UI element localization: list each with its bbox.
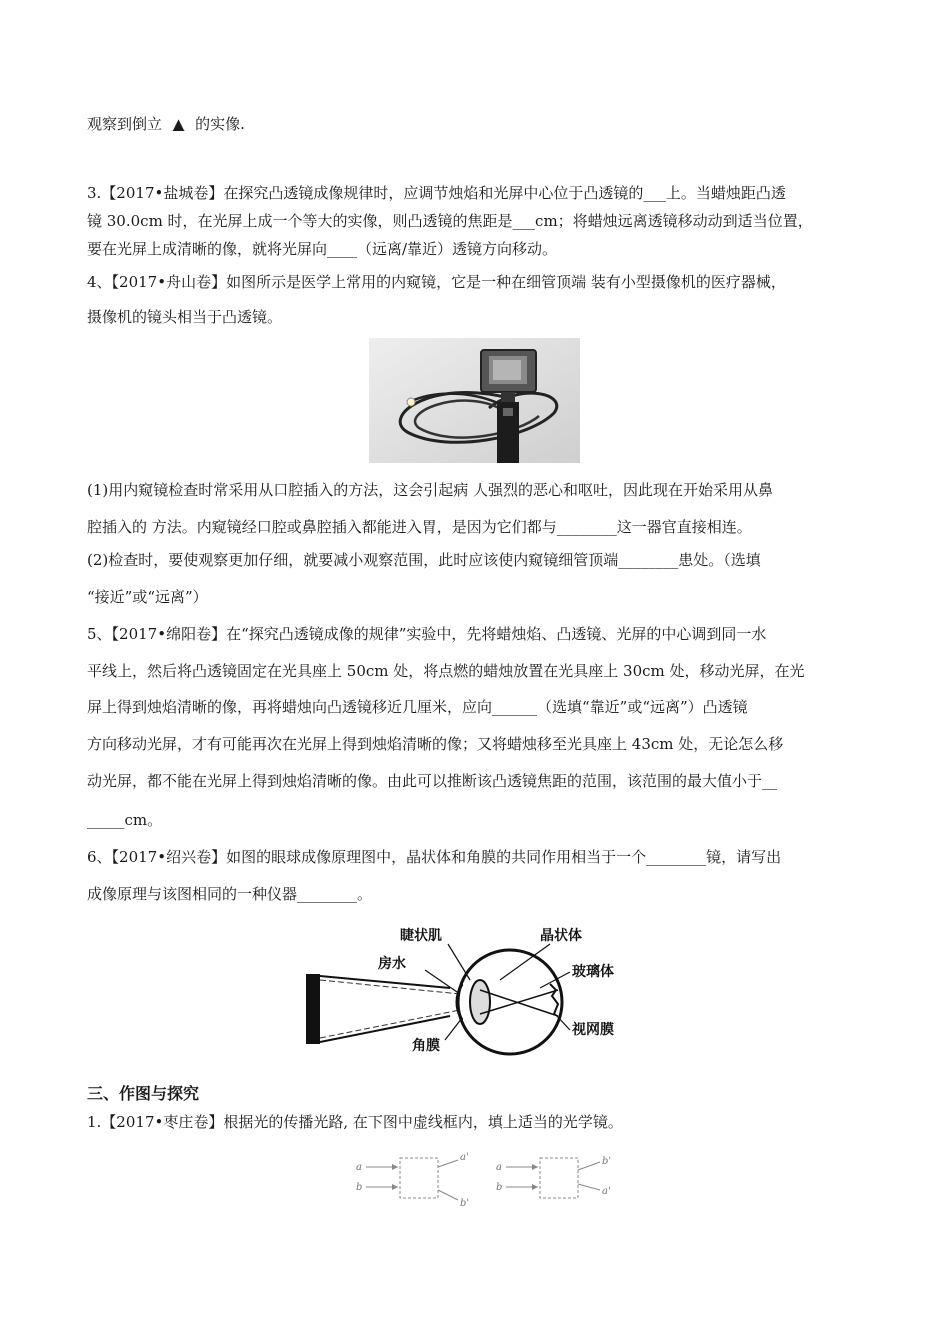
q4-sub1-line-1: (1)用内窥镜检查时常采用从口腔插入的方法，这会引起病 人强烈的恶心和呕吐，因此现在开始采用从鼻 bbox=[87, 481, 774, 499]
eye-diagram bbox=[300, 918, 650, 1058]
q4-line-2: 摄像机的镜头相当于凸透镜。 bbox=[87, 308, 283, 326]
q6-line-2: 成像原理与该图相同的一种仪器________。 bbox=[87, 885, 373, 903]
q7-line-1: 1.【2017•枣庄卷】根据光的传播光路, 在下图中虚线框内，填上适当的光学镜。 bbox=[87, 1113, 623, 1131]
q4-sub1-line-2: 腔插入的 方法。内窥镜经口腔或鼻腔插入都能进入胃，是因为它们都与________这一器官直接相连。 bbox=[87, 518, 752, 536]
q5-line-1: 5、【2017•绵阳卷】在“探究凸透镜成像的规律”实验中，先将蜡烛焰、凸透镜、光屏的中心调到同一水 bbox=[87, 625, 767, 643]
ray-label-a-1: a bbox=[356, 1162, 362, 1173]
q5-line-3: 屏上得到烛焰清晰的像，再将蜡烛向凸透镜移近几厘米，应向______（选填“靠近”或“远离”）凸透镜 bbox=[87, 698, 748, 716]
ray-label-a-out-2: a' bbox=[602, 1186, 611, 1197]
q5-line-4: 方向移动光屏，才有可能再次在光屏上得到烛焰清晰的像；又将蜡烛移至光具座上 43cm 处，无论怎么移 bbox=[87, 735, 784, 753]
q5-line-6: _____cm。 bbox=[87, 811, 163, 829]
q3-line-2: 镜 30.0cm 时，在光屏上成一个等大的实像，则凸透镜的焦距是___cm；将蜡烛远离透镜移动动到适当位置， bbox=[87, 212, 813, 230]
q-prev-after: 的实像. bbox=[195, 115, 245, 133]
q6-line-1: 6、【2017•绍兴卷】如图的眼球成像原理图中，晶状体和角膜的共同作用相当于一个________镜，请写出 bbox=[87, 848, 782, 866]
label-retina: 视网膜 bbox=[572, 1022, 614, 1038]
endoscope-photo bbox=[369, 338, 580, 463]
ray-label-a-out-1: a' bbox=[460, 1152, 469, 1163]
q5-line-2: 平线上，然后将凸透镜固定在光具座上 50cm 处，将点燃的蜡烛放置在光具座上 30cm 处，移动光屏，在光 bbox=[87, 662, 805, 680]
ray-label-b-out-2: b' bbox=[602, 1156, 612, 1167]
q4-sub2-line-2: “接近”或“远离”） bbox=[87, 588, 208, 606]
ray-label-a-2: a bbox=[496, 1162, 502, 1173]
ray-diagrams bbox=[350, 1148, 620, 1210]
label-aqueous-humor: 房水 bbox=[378, 956, 406, 972]
q3-line-3: 要在光屏上成清晰的像，就将光屏向____（远离/靠近）透镜方向移动。 bbox=[87, 240, 558, 258]
ray-label-b-out-1: b' bbox=[460, 1198, 470, 1209]
ray-label-b-1: b bbox=[356, 1182, 363, 1193]
q-prev-before: 观察到倒立 bbox=[87, 115, 163, 133]
section-title: 三、作图与探究 bbox=[87, 1084, 200, 1103]
q5-line-5: 动光屏，都不能在光屏上得到烛焰清晰的像。由此可以推断该凸透镜焦距的范围，该范围的最大值小于__ bbox=[87, 772, 778, 790]
label-vitreous-body: 玻璃体 bbox=[572, 964, 614, 980]
label-cornea: 角膜 bbox=[412, 1038, 440, 1054]
q4-sub2-line-1: (2)检查时，要使观察更加仔细，就要减小观察范围，此时应该使内窥镜细管顶端________患处。（选填 bbox=[87, 551, 761, 569]
q4-line-1: 4、【2017•舟山卷】如图所示是医学上常用的内窥镜，它是一种在细管顶端 装有小型摄像机的医疗器械， bbox=[87, 273, 786, 291]
label-lens: 晶状体 bbox=[540, 928, 582, 944]
ray-label-b-2: b bbox=[496, 1182, 503, 1193]
label-ciliary-muscle: 睫状肌 bbox=[400, 928, 442, 944]
q3-line-1: 3.【2017•盐城卷】在探究凸透镜成像规律时，应调节烛焰和光屏中心位于凸透镜的___上。当蜡烛距凸透 bbox=[87, 184, 786, 202]
answer-blank-triangle: ▲ bbox=[172, 115, 185, 133]
q-prev-line bbox=[87, 112, 877, 136]
